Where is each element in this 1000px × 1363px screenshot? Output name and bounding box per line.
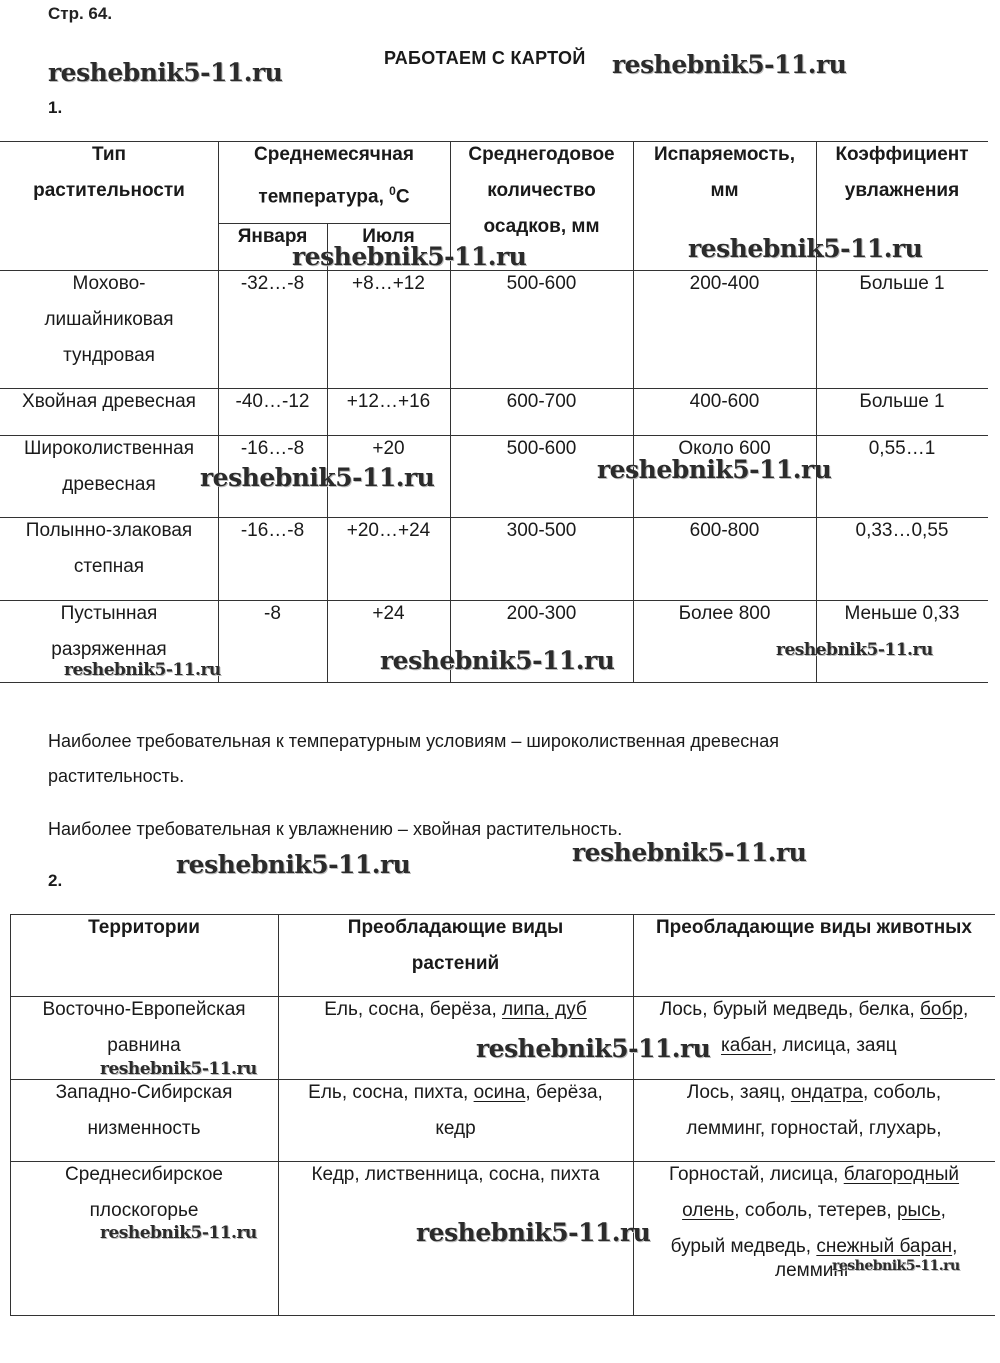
header-evaporation: Испаряемость, мм <box>653 144 795 201</box>
table-cell-evaporation: 600-800 <box>689 520 760 541</box>
table-cell-july: +20 <box>372 438 405 459</box>
table-cell-evaporation: Более 800 <box>678 603 771 624</box>
watermark: reshebnik5-11.ru <box>64 660 221 680</box>
watermark: reshebnik5-11.ru <box>572 838 807 867</box>
table-cell-precipitation: 600-700 <box>506 391 577 412</box>
table-cell-precipitation: 500-600 <box>506 273 577 294</box>
watermark: reshebnik5-11.ru <box>416 1218 651 1247</box>
table-cell-plants: Ель, сосна, пихта, осина, берёза, кедр <box>308 1082 603 1139</box>
header-january: Января <box>237 226 308 247</box>
section-2-number: 2. <box>48 871 63 890</box>
table1-border-bottom <box>0 682 988 683</box>
header-animals: Преобладающие виды животных <box>656 917 972 938</box>
table-cell-coefficient: 0,33…0,55 <box>855 520 949 541</box>
table-cell-january: -8 <box>264 603 281 624</box>
table-cell-july: +20…+24 <box>346 520 431 541</box>
table-cell-type: Широколиственная древесная <box>23 438 195 495</box>
table-cell-animals: Лось, бурый медведь, белка, бобр, кабан, лисица, заяц <box>659 999 969 1056</box>
watermark: reshebnik5-11.ru <box>292 242 527 271</box>
table-cell-territory: Восточно-Европейская равнина <box>42 999 246 1056</box>
watermark: reshebnik5-11.ru <box>48 58 283 87</box>
header-plants: Преобладающие виды растений <box>347 917 564 974</box>
watermark: reshebnik5-11.ru <box>776 640 933 660</box>
table-cell-july: +24 <box>372 603 405 624</box>
table-cell-coefficient: Больше 1 <box>859 273 945 294</box>
watermark: reshebnik5-11.ru <box>476 1034 711 1063</box>
table-cell-july: +8…+12 <box>352 273 425 294</box>
watermark: reshebnik5-11.ru <box>200 463 435 492</box>
table2-border-bottom <box>10 1315 995 1316</box>
table-cell-precipitation: 300-500 <box>506 520 577 541</box>
table-cell-july: +12…+16 <box>346 391 431 412</box>
table-cell-type: Хвойная древесная <box>22 391 196 412</box>
header-july: Июля <box>362 226 415 247</box>
table-cell-type: Мохово- лишайниковая тундровая <box>44 273 174 366</box>
table-cell-plants: Кедр, лиственница, сосна, пихта <box>311 1164 600 1185</box>
watermark: reshebnik5-11.ru <box>688 234 923 263</box>
conclusion-temperature: Наиболее требовательная к температурным условиям – широколиственная древесная растительность. <box>48 731 779 786</box>
table-cell-territory: Западно-Сибирская низменность <box>55 1082 233 1139</box>
watermark: reshebnik5-11.ru <box>832 1258 960 1274</box>
table-cell-january: -16…-8 <box>240 520 305 541</box>
header-territories: Территории <box>88 917 200 938</box>
table-cell-january: -16…-8 <box>240 438 305 459</box>
header-type: Тип растительности <box>33 144 185 201</box>
watermark: reshebnik5-11.ru <box>100 1223 257 1243</box>
table-cell-plants: Ель, сосна, берёза, липа, дуб <box>324 999 587 1020</box>
section-1-number: 1. <box>48 98 63 117</box>
table-cell-evaporation: 200-400 <box>689 273 760 294</box>
watermark: reshebnik5-11.ru <box>612 50 847 79</box>
watermark: reshebnik5-11.ru <box>380 646 615 675</box>
table-cell-january: -32…-8 <box>240 273 305 294</box>
header-precipitation: Среднегодовое количество осадков, мм <box>468 144 615 237</box>
watermark: reshebnik5-11.ru <box>597 455 832 484</box>
table-cell-evaporation: Около 600 <box>678 438 771 459</box>
table-cell-coefficient: Меньше 0,33 <box>844 603 960 624</box>
table-cell-coefficient: Больше 1 <box>859 391 945 412</box>
table-cell-evaporation: 400-600 <box>689 391 760 412</box>
watermark: reshebnik5-11.ru <box>176 850 411 879</box>
table-cell-coefficient: 0,55…1 <box>868 438 936 459</box>
table-cell-precipitation: 200-300 <box>506 603 577 624</box>
conclusion-moisture: Наиболее требовательная к увлажнению – хвойная растительность. <box>48 819 623 839</box>
table-cell-type: Полынно-злаковая степная <box>25 520 193 577</box>
page-title: РАБОТАЕМ С КАРТОЙ <box>384 48 586 68</box>
header-temperature: Среднемесячная температура, $^0$С <box>254 144 414 208</box>
page-label: Стр. 64. <box>48 4 113 23</box>
table-cell-animals: Лось, заяц, ондатра, соболь, лемминг, горностай, глухарь, <box>686 1082 942 1139</box>
watermark: reshebnik5-11.ru <box>100 1059 257 1079</box>
table-cell-territory: Среднесибирское плоскогорье <box>65 1164 223 1221</box>
table-cell-animals: Горностай, лисица, благородный олень, соболь, тетерев, рысь, бурый медведь, снежный баран, лемминг <box>668 1164 960 1281</box>
table-cell-january: -40…-12 <box>235 391 310 412</box>
header-coefficient: Коэффициент увлажнения <box>835 144 969 201</box>
table-cell-type: Пустынная разряженная <box>51 603 167 660</box>
table-cell-precipitation: 500-600 <box>506 438 577 459</box>
